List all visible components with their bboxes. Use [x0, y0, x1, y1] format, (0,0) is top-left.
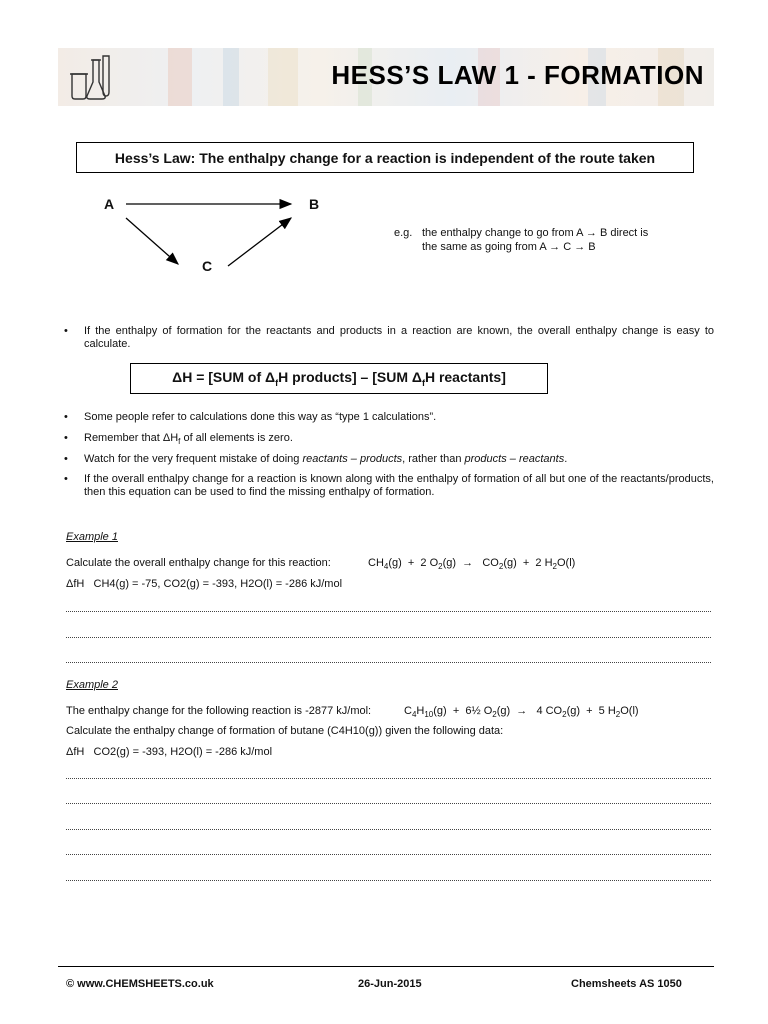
- footer-website: © www.CHEMSHEETS.co.uk: [66, 978, 214, 990]
- example-note: [394, 226, 684, 254]
- page-title: HESS’S LAW 1 - FORMATION: [331, 60, 704, 90]
- bullet-text: If the overall enthalpy change for a reaction is known along with the enthalpy of formation of all but one of the reactants/products, then this equation can be used to find the missing enthalpy of formation.: [84, 473, 714, 498]
- bullet-text: Some people refer to calculations done this way as “type 1 calculations”.: [84, 411, 437, 423]
- hess-cycle-diagram: [90, 188, 340, 283]
- equation-box: [130, 363, 548, 394]
- law-statement: Hess’s Law: The enthalpy change for a reaction is independent of the route taken: [114, 149, 656, 166]
- footer-sheet-id: Chemsheets AS 1050: [571, 978, 682, 990]
- example-1-equation: $CH_4(g) + 2$ $O_2(g) \to CO_2(g) + 2$ $H_2O(l)$: [368, 557, 576, 572]
- bullet-item: • Remember that $\Delta H_f$ of all elements is zero.: [64, 432, 714, 448]
- example-2-data: ΔfH CO2(g) = -393, H2O(l) = -286 kJ/mol: [66, 746, 273, 758]
- node-c: C: [202, 258, 213, 274]
- lab-glassware-icon: [66, 52, 110, 102]
- bullet-item: • If the overall enthalpy change for a reaction is known along with the enthalpy of formation of all but one of the reactants/products, then this equation can be used to find the missing enthalpy of formation.: [64, 473, 714, 498]
- answer-line[interactable]: [66, 637, 711, 638]
- example-2-prompt-2: Calculate the enthalpy change of formation of butane (C4H10(g)) given the following data:: [66, 725, 504, 737]
- answer-line[interactable]: [66, 803, 711, 804]
- bullet-item: • Watch for the very frequent mistake of doing reactants – products, rather than products – reactants.: [64, 453, 714, 466]
- bullet-text: Watch for the very frequent mistake of doing reactants – products, rather than products – reactants.: [84, 453, 568, 465]
- answer-line[interactable]: [66, 611, 711, 612]
- footer-date: 26-Jun-2015: [358, 978, 422, 990]
- answer-line[interactable]: [66, 778, 711, 779]
- answer-line[interactable]: [66, 854, 711, 855]
- footer-divider: [58, 966, 714, 967]
- arrow-c-to-b: [228, 218, 291, 266]
- example-2-equation: $C_4H_{10}(g)$ + 6½ $O_2(g) \to 4$ $CO_2(g) + 5$ $H_2O(l)$: [404, 705, 639, 720]
- example-1-prompt: Calculate the overall enthalpy change for this reaction:: [66, 557, 331, 569]
- bullet-item: • Some people refer to calculations done this way as “type 1 calculations”.: [64, 411, 714, 424]
- example-1-heading: Example 1: [66, 531, 118, 543]
- answer-line[interactable]: [66, 662, 711, 663]
- example-1-data: ΔfH CH4(g) = -75, CO2(g) = -393, H2O(l) = -286 kJ/mol: [66, 578, 343, 590]
- answer-line[interactable]: [66, 829, 711, 830]
- header-banner: [58, 48, 714, 106]
- bullet-text: If the enthalpy of formation for the reactants and products in a reaction are known, the overall enthalpy change is easy to calculate.: [84, 325, 714, 350]
- node-a: A: [104, 196, 115, 212]
- bullet-item: • If the enthalpy of formation for the reactants and products in a reaction are known, the overall enthalpy change is easy to calculate.: [64, 325, 714, 350]
- node-b: B: [309, 196, 320, 212]
- eg-line-1: the enthalpy change to go from A → B direct is: [422, 227, 649, 239]
- answer-line[interactable]: [66, 880, 711, 881]
- equation: ΔH = [SUM of $\Delta_fH$ products] – [SUM $\Delta_fH$ reactants]: [172, 369, 506, 388]
- bullet-text: Remember that $\Delta H_f$ of all elements is zero.: [84, 432, 293, 447]
- example-2-heading: Example 2: [66, 679, 118, 691]
- example-2-prompt: The enthalpy change for the following reaction is -2877 kJ/mol:: [66, 705, 372, 717]
- eg-line-2: the same as going from A → C → B: [422, 241, 596, 253]
- eg-label: e.g.: [394, 227, 413, 239]
- arrow-a-to-c: [126, 218, 178, 264]
- law-statement-box: [76, 142, 694, 173]
